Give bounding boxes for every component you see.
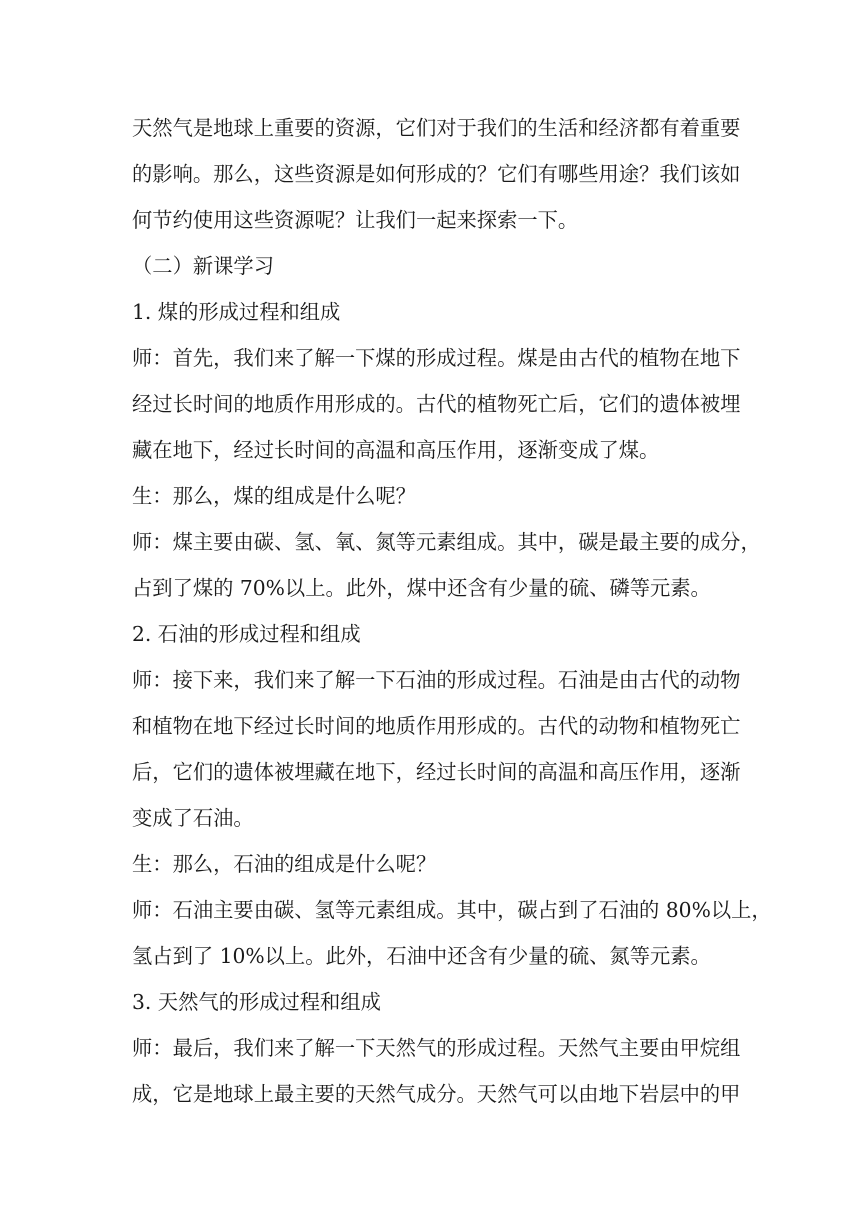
paragraph-line: 变成了石油。 [132, 806, 254, 830]
paragraph-line: 天然气是地球上重要的资源，它们对于我们的生活和经济都有着重要 [132, 116, 741, 140]
paragraph-line: 和植物在地下经过长时间的地质作用形成的。古代的动物和植物死亡 [132, 714, 741, 738]
paragraph-line: 的影响。那么，这些资源是如何形成的？它们有哪些用途？我们该如 [132, 162, 741, 186]
subsection-heading: 1. 煤的形成过程和组成 [132, 300, 341, 324]
paragraph-line: 占到了煤的 70%以上。此外，煤中还含有少量的硫、磷等元素。 [132, 576, 711, 600]
paragraph-line: 师：接下来，我们来了解一下石油的形成过程。石油是由古代的动物 [132, 668, 741, 692]
paragraph-line: 成，它是地球上最主要的天然气成分。天然气可以由地下岩层中的甲 [132, 1082, 741, 1106]
paragraph-line: 后，它们的遗体被埋藏在地下，经过长时间的高温和高压作用，逐渐 [132, 760, 741, 784]
subsection-heading: 3. 天然气的形成过程和组成 [132, 990, 381, 1014]
paragraph-line: 师：石油主要由碳、氢等元素组成。其中，碳占到了石油的 80%以上， [132, 898, 772, 922]
paragraph-line: 师：首先，我们来了解一下煤的形成过程。煤是由古代的植物在地下 [132, 346, 741, 370]
subsection-heading: 2. 石油的形成过程和组成 [132, 622, 361, 646]
paragraph-line: 氢占到了 10%以上。此外，石油中还含有少量的硫、氮等元素。 [132, 944, 711, 968]
paragraph-line: 藏在地下，经过长时间的高温和高压作用，逐渐变成了煤。 [132, 438, 660, 462]
paragraph-line: 师：煤主要由碳、氢、氧、氮等元素组成。其中，碳是最主要的成分， [132, 530, 761, 554]
paragraph-line: 生：那么，石油的组成是什么呢？ [132, 852, 437, 876]
paragraph-line: 经过长时间的地质作用形成的。古代的植物死亡后，它们的遗体被埋 [132, 392, 741, 416]
paragraph-line: 生：那么，煤的组成是什么呢？ [132, 484, 416, 508]
paragraph-line: 师：最后，我们来了解一下天然气的形成过程。天然气主要由甲烷组 [132, 1036, 741, 1060]
paragraph-line: 何节约使用这些资源呢？让我们一起来探索一下。 [132, 208, 579, 232]
section-heading: （二）新课学习 [132, 254, 274, 278]
